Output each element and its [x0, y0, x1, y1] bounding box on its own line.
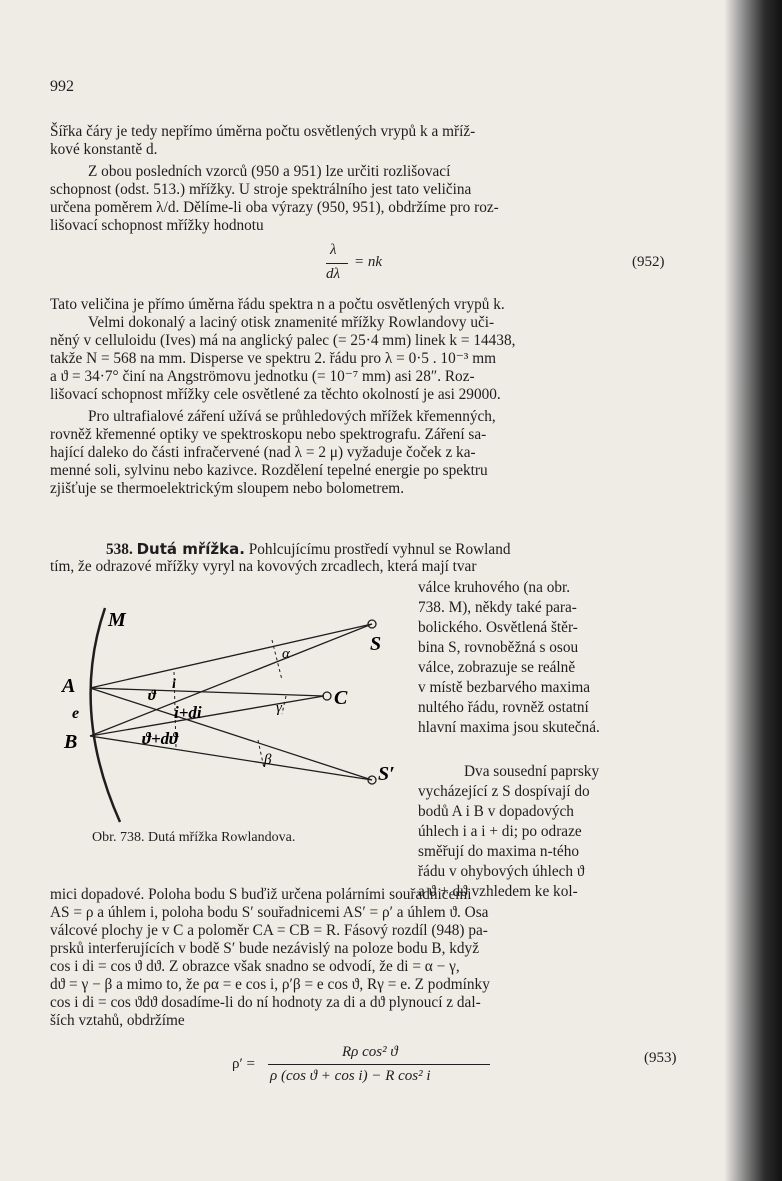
paragraph-5 — [50, 886, 490, 1030]
paragraph-2 — [50, 163, 499, 235]
text-line: dϑ = γ − β a mimo to, že ρα = e cos i, ρ′β = e cos ϑ, Rγ = e. Z podmínky — [50, 976, 490, 993]
label-gamma: γ — [276, 700, 282, 716]
paragraph-3 — [50, 296, 515, 404]
text-line: určena poměrem λ/d. Dělíme-li oba výrazy (950, 951), obdržíme pro roz- — [50, 199, 499, 216]
text-line: menné soli, sylvinu nebo kazivce. Rozdělení tepelné energie po spektru — [50, 462, 488, 479]
text-line: bina S, rovnoběžná s osou — [418, 639, 579, 656]
section-title: Dutá mřížka. — [136, 540, 245, 558]
eq952-rhs: = nk — [354, 254, 383, 270]
eq952-numerator: λ — [330, 242, 337, 258]
section-number: 538. — [106, 541, 133, 558]
text-line: lišovací schopnost mřížky hodnotu — [50, 217, 264, 234]
label-theta: ϑ — [148, 688, 156, 704]
right-column-text-2 — [418, 762, 599, 902]
text-line: válcové plochy je v C a poloměr CA = CB = R. Fásový rozdíl (948) pa- — [50, 922, 488, 939]
text-line: kové konstantě d. — [50, 141, 158, 158]
right-column-text — [418, 578, 600, 738]
text-line: a ϑ = 34·7° činí na Angströmovu jednotku (= 10⁻⁷ mm) asi 28″. Roz- — [50, 368, 475, 385]
point-C — [323, 692, 331, 700]
section-heading-line — [50, 540, 511, 558]
text-line: válce kruhového (na obr. — [418, 579, 571, 596]
paragraph-4 — [50, 408, 496, 498]
text-line: rovněž křemenné optiky ve spektroskopu nebo spektrografu. Záření sa- — [50, 426, 487, 443]
ray-B-S — [90, 624, 372, 736]
label-C: C — [334, 687, 348, 709]
label-A: A — [62, 675, 76, 697]
eq953-fraction-bar — [268, 1064, 490, 1065]
section-538 — [50, 540, 511, 576]
label-beta: β — [264, 752, 272, 768]
text-line: vycházející z S dospívají do — [418, 783, 590, 800]
text-line: ších vztahů, obdržíme — [50, 1012, 185, 1029]
text-line: hající daleko do části infračervené (nad λ = 2 μ) vyžaduje čoček z ka- — [50, 444, 476, 461]
text-line: 738. M), někdy také para- — [418, 599, 577, 616]
text-line: něný v celluloidu (Ives) má na anglický palec (= 25·4 mm) linek k = 14438, — [50, 332, 516, 349]
text-line: cos i di = cos ϑdϑ dosadíme-li do ní hodnoty za di a dϑ plynoucí z dal- — [50, 994, 481, 1011]
text-line: tím, že odrazové mřížky vyryl na kovových zrcadlech, která mají tvar — [50, 558, 477, 575]
label-i-plus-di: i+di — [174, 703, 202, 722]
label-alpha: α — [282, 646, 290, 662]
text-line: lišovací schopnost mřížky cele osvětlené za těchto okolností je asi 29000. — [50, 386, 501, 403]
ray-A-S-prime — [90, 688, 372, 780]
eq952-number: (952) — [632, 254, 665, 270]
text-line: AS = ρ a úhlem i, poloha bodu S′ souřadnicemi AS′ = ρ′ a úhlem ϑ. Osa — [50, 904, 489, 921]
text-line: řádu v ohybových úhlech ϑ — [418, 863, 585, 880]
text-line: takže N = 568 na mm. Disperse ve spektru 2. řádu pro λ = 0·5 . 10⁻³ mm — [50, 350, 497, 367]
text-line: bolického. Osvětlená štěr- — [418, 619, 578, 636]
figure-738-diagram — [50, 600, 410, 830]
eq952-fraction-bar — [326, 263, 348, 264]
text-line: a ϑ + dϑ vzhledem ke kol- — [418, 883, 578, 900]
text-line: schopnost (odst. 513.) mřížky. U stroje spektrálního jest tato veličina — [50, 181, 472, 198]
label-S: S — [370, 633, 382, 655]
text-line: Tato veličina je přímo úměrna řádu spektra n a počtu osvětlených vrypů k. — [50, 296, 505, 313]
text-line: Velmi dokonalý a laciný otisk znamenité mřížky Rowlandovy uči- — [88, 314, 495, 331]
label-S-prime: S′ — [378, 763, 395, 785]
text-line: úhlech i a i + di; po odraze — [418, 823, 582, 840]
text-line: prsků interferujících v bodě S′ bude nezávislý na poloze bodu B, když — [50, 940, 479, 957]
text-line: zjišťuje se thermoelektrickým sloupem nebo bolometrem. — [50, 480, 405, 497]
text-line: cos i di = cos ϑ dϑ. Z obrazce však snadno se odvodí, že di = α − γ, — [50, 958, 460, 975]
book-spine-shadow — [724, 0, 782, 1181]
text-line: mici dopadové. Poloha bodu S buďiž určena polárními souřadnicemi — [50, 886, 472, 903]
label-M: M — [108, 609, 126, 631]
text-line: Šířka čáry je tedy nepřímo úměrna počtu osvětlených vrypů k a mříž- — [50, 123, 476, 140]
text-line: v místě bezbarvého maxima — [418, 679, 591, 696]
text-line: Pro ultrafialové záření užívá se průhledových mřížek křemenných, — [88, 408, 496, 425]
text-line: Z obou posledních vzorců (950 a 951) lze určiti rozlišovací — [88, 163, 451, 180]
text-line: válce, zobrazuje se reálně — [418, 659, 576, 676]
grating-mirror-arc — [91, 608, 120, 822]
ray-B-S-prime — [90, 736, 372, 780]
page-number: 992 — [50, 78, 74, 95]
eq953-denominator: ρ (cos ϑ + cos i) − R cos² i — [270, 1068, 431, 1084]
text-line: nultého řádu, rovněž ostatní — [418, 699, 589, 716]
section-first-line: Pohlcujícímu prostředí vyhnul se Rowland — [248, 541, 511, 558]
paragraph-1 — [50, 123, 475, 159]
label-B: B — [64, 731, 78, 753]
ray-B-C — [90, 696, 324, 736]
angle-gamma-arc — [282, 696, 286, 714]
label-i: i — [172, 677, 176, 692]
ray-A-S — [90, 624, 372, 688]
figure-caption: Obr. 738. Dutá mřížka Rowlandova. — [92, 830, 296, 845]
eq953-lhs: ρ′ = — [232, 1056, 255, 1072]
text-line: bodů A i B v dopadových — [418, 803, 574, 820]
text-line: hlavní maxima jsou skutečná. — [418, 719, 600, 736]
eq952-denominator: dλ — [326, 266, 340, 282]
label-theta-plus-dtheta: ϑ+dϑ — [142, 729, 179, 748]
eq953-number: (953) — [644, 1050, 677, 1066]
eq953-numerator: Rρ cos² ϑ — [342, 1044, 398, 1060]
label-e: e — [72, 705, 80, 722]
text-line: směřují do maxima n-tého — [418, 843, 580, 860]
text-line: Dva sousední paprsky — [464, 763, 600, 780]
